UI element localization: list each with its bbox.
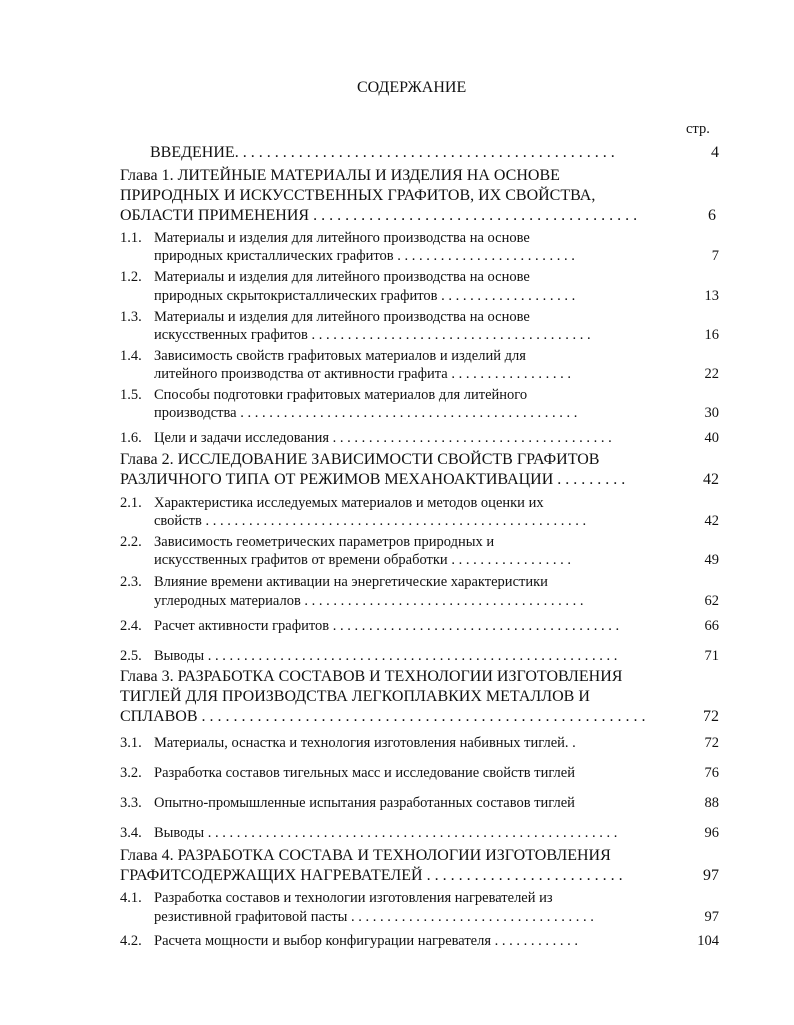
section-number: 1.2. — [120, 269, 142, 285]
toc-entry-title: углеродных материалов — [154, 593, 301, 609]
toc-entry-title: искусственных графитов от времени обработки — [154, 552, 448, 568]
toc-page-number: 30 — [704, 405, 719, 421]
section-1-2-line-1: Материалы и изделия для литейного производства на основе — [154, 269, 530, 285]
toc-entry-title: Выводы — [154, 825, 205, 841]
toc-entry-title: производства — [154, 405, 237, 421]
toc-entry-title: ОБЛАСТИ ПРИМЕНЕНИЯ — [120, 207, 310, 224]
toc-page-number: 16 — [704, 327, 719, 343]
toc-page-number: 42 — [704, 513, 719, 529]
leader-dots: . . . . . . . . . . . . . . . . . . . . . . . . . . . . . . . . . . . . . . . — [307, 327, 591, 343]
section-number: 2.5. — [120, 648, 142, 664]
section-1-5-line-2[interactable] — [154, 404, 577, 422]
toc-page-number: 13 — [704, 288, 719, 304]
section-1-4-line-1: Зависимость свойств графитовых материалов и изделий для — [154, 348, 526, 364]
toc-page-number: 97 — [703, 867, 719, 884]
leader-dots: . . . . . . . . . . . . . . . . . . . . . . . . . . . . . . . . . . . . . . . . — [329, 618, 620, 634]
section-3-4-line-1[interactable] — [154, 824, 617, 842]
section-1-6-line-1[interactable] — [154, 429, 612, 447]
section-1-5-line-1: Способы подготовки графитовых материалов для литейного — [154, 387, 528, 403]
leader-dots: . . . . . . . . . — [553, 471, 626, 488]
section-1-3-line-2[interactable] — [154, 326, 591, 344]
leader-dots: . . . . . . . . . . . . . . . . . . . — [437, 288, 576, 304]
section-2-3-line-1: Влияние времени активации на энергетические характеристики — [154, 574, 548, 590]
toc-entry-title: свойств — [154, 513, 202, 529]
toc-entry-intro[interactable] — [150, 144, 615, 162]
toc-entry-title: СПЛАВОВ — [120, 708, 198, 725]
page-title: СОДЕРЖАНИЕ — [357, 79, 467, 96]
section-4-2-line-1[interactable] — [154, 932, 578, 950]
section-1-4-line-2[interactable] — [154, 365, 571, 383]
section-number: 3.4. — [120, 825, 142, 841]
leader-dots: . . . . . . . . . . . . . . . . . . . . . . . . . . . . . . . . . . . . . . . — [329, 430, 612, 446]
toc-page-number: 71 — [704, 648, 719, 664]
chapter-1-line-2: ПРИРОДНЫХ И ИСКУССТВЕННЫХ ГРАФИТОВ, ИХ СВОЙСТВА, — [120, 187, 596, 204]
toc-entry-title: ГРАФИТСОДЕРЖАЩИХ НАГРЕВАТЕЛЕЙ — [120, 867, 423, 884]
leader-dots: . . . . . . . . . . . . . . . . . . . . . . . . . . . . . . . . . . . . . . . . . . . . . . . . — [234, 144, 615, 161]
toc-entry-title: резистивной графитовой пасты — [154, 909, 348, 925]
leader-dots: . . . . . . . . . . . . . . . . . . . . . . . . . . . . . . . . . . . . . . . — [300, 593, 584, 609]
leader-dots: . . . . . . . . . . . . . . . . . — [447, 366, 571, 382]
section-3-2-line-1[interactable]: Разработка составов тигельных масс и исследование свойств тиглей — [154, 765, 575, 781]
leader-dots: . . . . . . . . . . . . . . . . . . . . . . . . . — [422, 867, 623, 884]
toc-page-number: 72 — [703, 708, 719, 725]
section-4-1-line-2[interactable] — [154, 908, 594, 926]
chapter-3-line-1: Глава 3. РАЗРАБОТКА СОСТАВОВ И ТЕХНОЛОГИИ ИЗГОТОВЛЕНИЯ — [120, 668, 623, 685]
leader-dots: . . . . . . . . . . . . . . . . . . . . . . . . . . . . . . . . . . . . . . . . . — [309, 207, 638, 224]
toc-page-number: 88 — [704, 795, 719, 811]
section-number: 1.4. — [120, 348, 142, 364]
leader-dots: . . . . . . . . . . . . . . . . . . . . . . . . . . . . . . . . . . . . . . . . . . . . . . . . . . . . . . . . . — [204, 648, 618, 664]
chapter-1-line-1: Глава 1. ЛИТЕЙНЫЕ МАТЕРИАЛЫ И ИЗДЕЛИЯ НА ОСНОВЕ — [120, 167, 560, 184]
section-number: 2.2. — [120, 534, 142, 550]
section-2-5-line-1[interactable] — [154, 647, 617, 665]
toc-page-number: 49 — [704, 552, 719, 568]
toc-page-number: 6 — [708, 207, 716, 224]
chapter-4-line-2[interactable] — [120, 867, 623, 885]
section-number: 2.1. — [120, 495, 142, 511]
chapter-3-line-3[interactable] — [120, 708, 646, 726]
toc-entry-title: Расчета мощности и выбор конфигурации нагревателя — [154, 933, 492, 949]
section-2-2-line-1: Зависимость геометрических параметров природных и — [154, 534, 495, 550]
section-number: 3.2. — [120, 765, 142, 781]
leader-dots: . . . . . . . . . . . . . . . . . . . . . . . . . . . . . . . . . . . . . . . . . . . . . . . . . . . . . . . . — [197, 708, 646, 725]
section-2-1-line-1: Характеристика исследуемых материалов и методов оценки их — [154, 495, 544, 511]
chapter-3-line-2: ТИГЛЕЙ ДЛЯ ПРОИЗВОДСТВА ЛЕГКОПЛАВКИХ МЕТАЛЛОВ И — [120, 688, 590, 705]
section-1-2-line-2[interactable] — [154, 287, 575, 305]
section-3-1-line-1[interactable]: Материалы, оснастка и технология изготовления набивных тиглей. . — [154, 735, 576, 751]
toc-page-number: 72 — [704, 735, 719, 751]
section-4-1-line-1: Разработка составов и технологии изготовления нагревателей из — [154, 890, 553, 906]
toc-page-number: 96 — [704, 825, 719, 841]
section-number: 1.5. — [120, 387, 142, 403]
toc-entry-title: искусственных графитов — [154, 327, 308, 343]
section-2-1-line-2[interactable] — [154, 512, 586, 530]
page-column-label: стр. — [686, 121, 710, 137]
toc-entry-title: Выводы — [154, 648, 205, 664]
toc-page-number: 66 — [704, 618, 719, 634]
toc-page-number: 97 — [704, 909, 719, 925]
leader-dots: . . . . . . . . . . . . . . . . . . . . . . . . . — [393, 248, 575, 264]
section-3-3-line-1[interactable]: Опытно-промышленные испытания разработанных составов тиглей — [154, 795, 575, 811]
toc-page-number: 40 — [704, 430, 719, 446]
section-2-4-line-1[interactable] — [154, 617, 619, 635]
section-1-3-line-1: Материалы и изделия для литейного производства на основе — [154, 309, 530, 325]
section-number: 1.1. — [120, 230, 142, 246]
chapter-1-line-3[interactable] — [120, 207, 637, 225]
leader-dots: . . . . . . . . . . . . . . . . . . . . . . . . . . . . . . . . . . . . . . . . . . . . . . . . . . . . . . . . . — [204, 825, 618, 841]
section-number: 1.3. — [120, 309, 142, 325]
toc-entry-title: РАЗЛИЧНОГО ТИПА ОТ РЕЖИМОВ МЕХАНОАКТИВАЦИИ — [120, 471, 554, 488]
toc-page-number: 7 — [711, 248, 719, 264]
chapter-2-line-1: Глава 2. ИССЛЕДОВАНИЕ ЗАВИСИМОСТИ СВОЙСТВ ГРАФИТОВ — [120, 451, 600, 468]
section-number: 2.3. — [120, 574, 142, 590]
leader-dots: . . . . . . . . . . . . . . . . . . . . . . . . . . . . . . . . . . . . . . . . . . . . . . . . . . . . . — [201, 513, 587, 529]
section-1-1-line-1: Материалы и изделия для литейного производства на основе — [154, 230, 530, 246]
section-number: 2.4. — [120, 618, 142, 634]
chapter-2-line-2[interactable] — [120, 471, 625, 489]
toc-entry-title: литейного производства от активности графита — [154, 366, 448, 382]
toc-page-number: 76 — [704, 765, 719, 781]
section-number: 3.3. — [120, 795, 142, 811]
section-2-2-line-2[interactable] — [154, 551, 571, 569]
toc-page-number: 42 — [703, 471, 719, 488]
leader-dots: . . . . . . . . . . . . . . . . . . . . . . . . . . . . . . . . . . — [347, 909, 594, 925]
chapter-4-line-1: Глава 4. РАЗРАБОТКА СОСТАВА И ТЕХНОЛОГИИ ИЗГОТОВЛЕНИЯ — [120, 847, 611, 864]
section-number: 4.2. — [120, 933, 142, 949]
toc-page-number: 104 — [697, 933, 719, 949]
leader-dots: . . . . . . . . . . . . — [491, 933, 579, 949]
section-number: 1.6. — [120, 430, 142, 446]
toc-entry-title: природных кристаллических графитов — [154, 248, 394, 264]
section-1-1-line-2[interactable] — [154, 247, 575, 265]
section-2-3-line-2[interactable] — [154, 592, 584, 610]
toc-entry-title: Расчет активности графитов — [154, 618, 330, 634]
leader-dots: . . . . . . . . . . . . . . . . . — [447, 552, 571, 568]
toc-entry-title: Цели и задачи исследования — [154, 430, 330, 446]
toc-entry-title: природных скрытокристаллических графитов — [154, 288, 438, 304]
section-number: 3.1. — [120, 735, 142, 751]
toc-page-number: 62 — [704, 593, 719, 609]
toc-page-number: 4 — [711, 144, 719, 161]
toc-entry-title: ВВЕДЕНИЕ — [150, 144, 235, 161]
leader-dots: . . . . . . . . . . . . . . . . . . . . . . . . . . . . . . . . . . . . . . . . . . . . . . . — [236, 405, 578, 421]
toc-page-number: 22 — [704, 366, 719, 382]
section-number: 4.1. — [120, 890, 142, 906]
